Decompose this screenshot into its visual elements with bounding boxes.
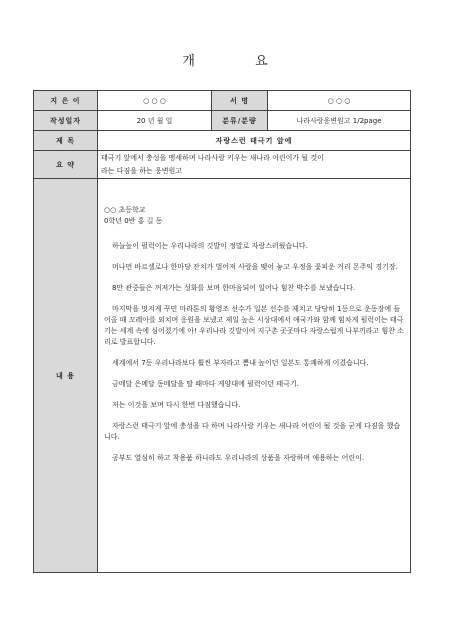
summary-row (34, 151, 411, 179)
paragraph: 마지막을 멋지게 꾸민 마라톤의 황영조 선수가 일본 선수를 제치고 당당히 1등으로 운동장에 들어올 때 꼬레아를 외치며 응원을 보냈고 제일 높은 시상대에서 애국가와 함께 힘차게 펄럭이는 태극기는 세계 속에 심어졌기에 아! 우리나라 깃발이여 지구촌 곳곳마다 자랑스럽게 나부끼라고 힘찬 소리로 발표합니다. (104, 305, 404, 346)
date-value: 20 년 월 일 (98, 111, 212, 131)
school-name: ○○ 초등학교 (104, 206, 146, 214)
author-value: ○ ○ ○ (98, 91, 212, 111)
summary-value (98, 151, 411, 179)
category-value: 나라사랑웅변원고 1/2page (268, 111, 411, 131)
page-title: 개 요 (182, 54, 296, 69)
content-label: 내 용 (34, 179, 98, 573)
paragraph: 금메달 은메달 동메달을 딸 때마다 게양대에 펄럭이던 태극기. (112, 380, 299, 388)
summary-line-2: 라는 다짐을 하는 웅변원고 (101, 166, 183, 175)
category-label: 분류/분량 (212, 111, 268, 131)
paragraph: 저는 이것을 보며 다시 한번 다짐했습니다. (112, 401, 241, 409)
author-row (34, 91, 411, 111)
paragraph: 8만 관중들은 꺼져가는 성화를 보며 한마음되어 일어나 힘찬 박수를 보냈습니다. (112, 284, 356, 292)
signature-label: 서 명 (212, 91, 268, 111)
date-label: 작성일자 (34, 111, 98, 131)
student-name: 0학년 0반 홍 길 동 (104, 217, 163, 225)
date-row (34, 111, 411, 131)
author-label: 지 은 이 (34, 91, 98, 111)
paragraph: 세계에서 7등 우리나라보다 훨씬 부자라고 뽐내 높이던 일본도 통쾌하게 이겼습니다. (112, 359, 369, 367)
content-body (98, 179, 411, 573)
subject-value: 자랑스런 태극기 앞에 (98, 131, 411, 151)
summary-label: 요 약 (34, 151, 98, 179)
signature-value: ○ ○ ○ (268, 91, 411, 111)
summary-line-1: 태극기 앞에서 충성을 맹세하며 나라사랑 키우는 새나라 어린이가 될 것이 (101, 153, 324, 162)
overview-form (33, 90, 411, 573)
paragraph: 공부도 열심히 하고 착용품 하나라도 우리나라의 상품을 자랑하며 애용하는 어린이. (112, 454, 365, 462)
content-row (34, 179, 411, 573)
subject-row (34, 131, 411, 151)
paragraph: 하늘높이 펄럭이는 우리나라의 깃발이 정말로 자랑스러웠습니다. (112, 242, 308, 250)
paragraph: 자랑스런 태극기 앞에 충성을 다 하며 나라사랑 키우는 새나라 어린이 될 것을 굳게 다짐을 했습니다. (104, 422, 401, 441)
subject-label: 제 목 (34, 131, 98, 151)
paragraph: 머나먼 바르셀로나 한마당 잔치가 벌어져 사랑을 맺어 놓고 우정을 꽃피운 거리 몬주익 경기장. (112, 263, 398, 271)
